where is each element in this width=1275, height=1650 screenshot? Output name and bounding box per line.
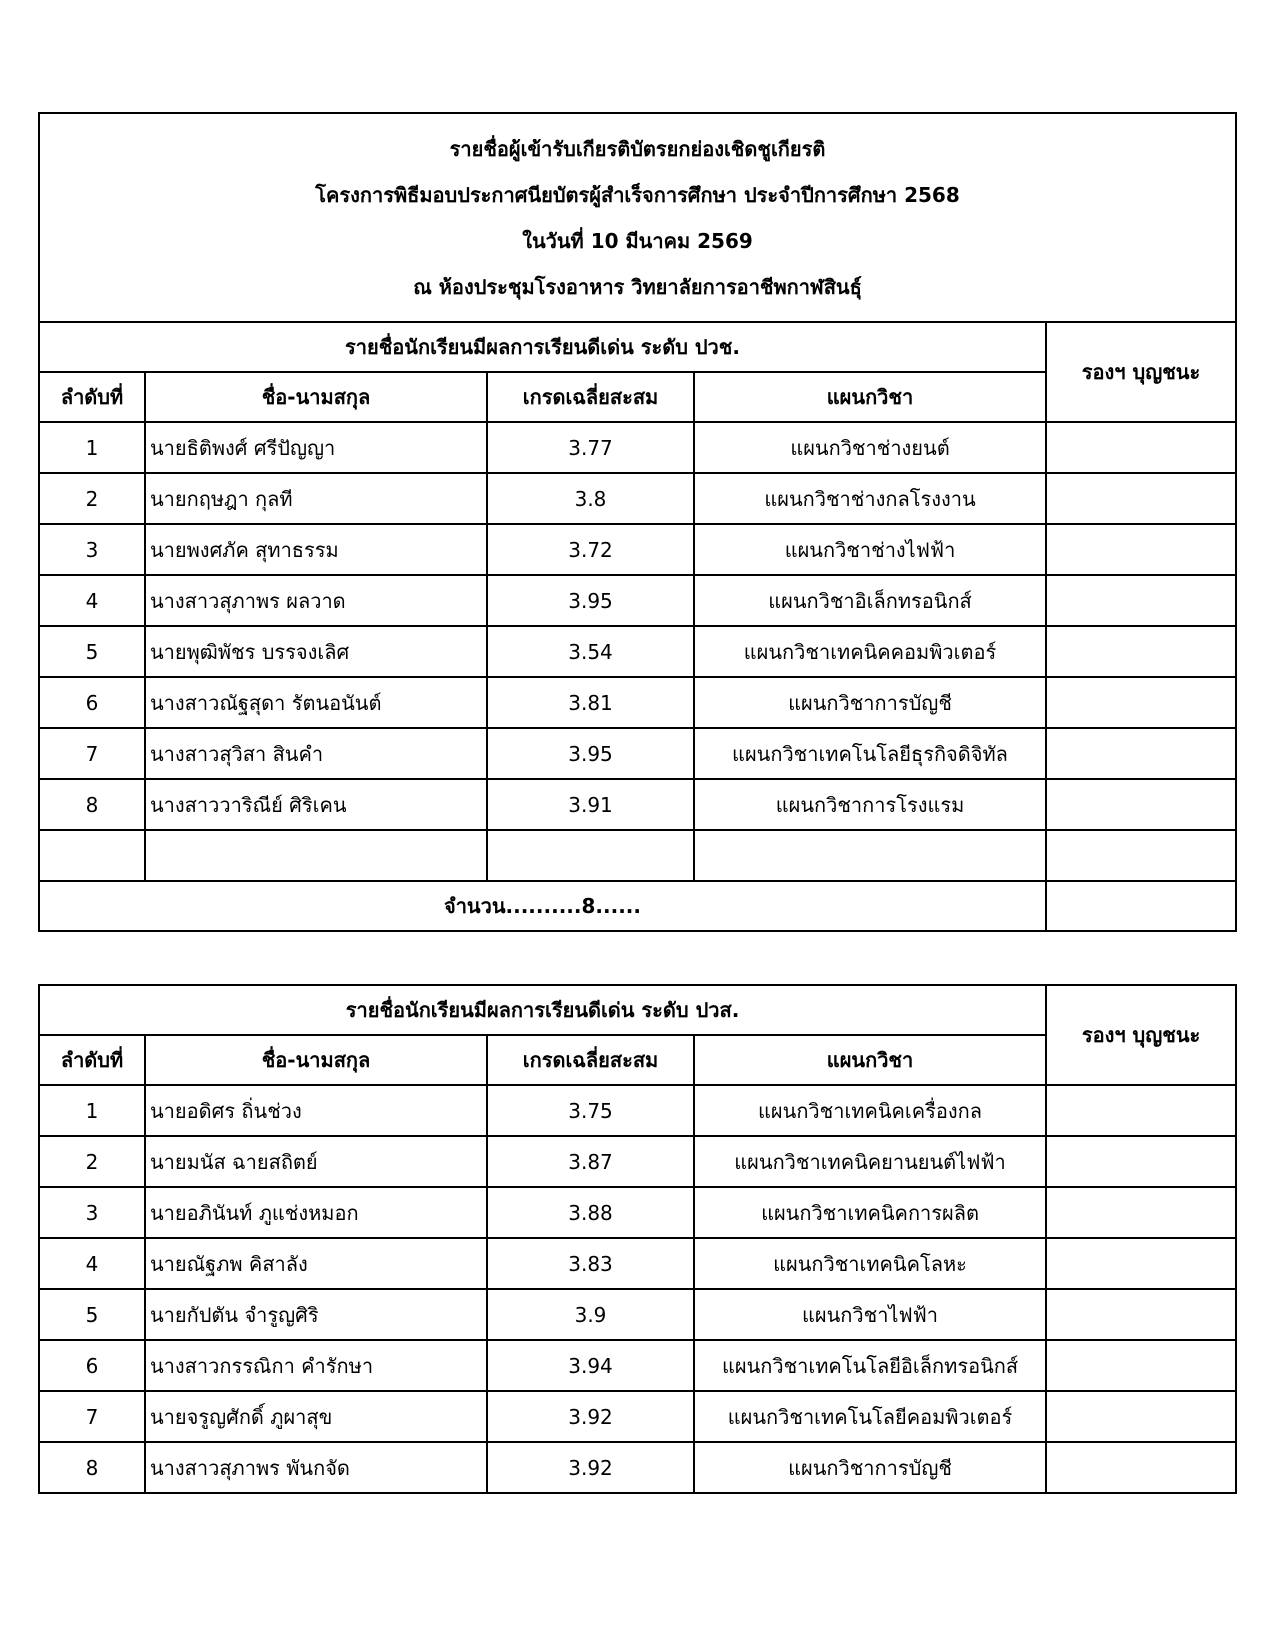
table-row (39, 575, 1236, 626)
row-name: นางสาวณัฐสุดา รัตนอนันต์ (145, 677, 487, 728)
empty-cell (694, 830, 1046, 881)
row-name: นางสาวสุภาพร ผลวาด (145, 575, 487, 626)
table-row (39, 1187, 1236, 1238)
row-approver-cell (1046, 626, 1236, 677)
table-row (39, 677, 1236, 728)
row-approver-cell (1046, 779, 1236, 830)
row-approver-cell (1046, 1391, 1236, 1442)
row-order: 7 (39, 728, 145, 779)
row-approver-cell (1046, 1238, 1236, 1289)
empty-cell (145, 830, 487, 881)
row-approver-cell (1046, 728, 1236, 779)
row-department: แผนกวิชาเทคนิคคอมพิวเตอร์ (694, 626, 1046, 677)
row-gpa: 3.92 (487, 1442, 694, 1493)
row-department: แผนกวิชาเทคโนโลยีธุรกิจดิจิทัล (694, 728, 1046, 779)
row-gpa: 3.9 (487, 1289, 694, 1340)
row-name: นายจรูญศักดิ์ ภูผาสุข (145, 1391, 487, 1442)
row-approver-cell (1046, 1340, 1236, 1391)
col-department-header: แผนกวิชา (694, 1035, 1046, 1085)
row-department: แผนกวิชาช่างไฟฟ้า (694, 524, 1046, 575)
row-approver-cell (1046, 677, 1236, 728)
row-department: แผนกวิชาการบัญชี (694, 677, 1046, 728)
table-row (39, 422, 1236, 473)
row-gpa: 3.72 (487, 524, 694, 575)
row-name: นายกฤษฎา กุลที (145, 473, 487, 524)
table-row (39, 1340, 1236, 1391)
row-approver-cell (1046, 1187, 1236, 1238)
row-gpa: 3.92 (487, 1391, 694, 1442)
row-gpa: 3.88 (487, 1187, 694, 1238)
row-name: นางสาวกรรณิกา คำรักษา (145, 1340, 487, 1391)
row-order: 4 (39, 1238, 145, 1289)
row-name: นายอดิศร ถิ่นช่วง (145, 1085, 487, 1136)
row-order: 2 (39, 1136, 145, 1187)
row-name: นางสาววาริณีย์ ศิริเคน (145, 779, 487, 830)
table-row (39, 524, 1236, 575)
col-name-header: ชื่อ-นามสกุล (145, 372, 487, 422)
row-department: แผนกวิชาเทคโนโลยีคอมพิวเตอร์ (694, 1391, 1046, 1442)
row-order: 2 (39, 473, 145, 524)
pvc-count: จำนวน..........8...... (39, 881, 1046, 931)
row-approver-cell (1046, 524, 1236, 575)
row-gpa: 3.91 (487, 779, 694, 830)
row-approver-cell (1046, 473, 1236, 524)
row-department: แผนกวิชาเทคนิคยานยนต์ไฟฟ้า (694, 1136, 1046, 1187)
row-gpa: 3.95 (487, 575, 694, 626)
row-gpa: 3.94 (487, 1340, 694, 1391)
row-department: แผนกวิชาอิเล็กทรอนิกส์ (694, 575, 1046, 626)
pvc-honors-table (38, 112, 1237, 932)
row-approver-cell (1046, 1085, 1236, 1136)
row-approver-cell (1046, 575, 1236, 626)
col-gpa-header: เกรดเฉลี่ยสะสม (487, 372, 694, 422)
header-project: โครงการพิธีมอบประกาศนียบัตรผู้สำเร็จการศึกษา ประจำปีการศึกษา 2568 (315, 182, 960, 207)
row-gpa: 3.83 (487, 1238, 694, 1289)
pvc-approver-header: รองฯ บุญชนะ (1046, 322, 1236, 422)
row-department: แผนกวิชาเทคนิคการผลิต (694, 1187, 1046, 1238)
header-date: ในวันที่ 10 มีนาคม 2569 (522, 228, 753, 253)
pvs-honors-table (38, 984, 1237, 1494)
row-gpa: 3.8 (487, 473, 694, 524)
header-venue: ณ ห้องประชุมโรงอาหาร วิทยาลัยการอาชีพกาฬสินธุ์ (413, 274, 862, 299)
pvs-approver-header: รองฯ บุญชนะ (1046, 985, 1236, 1085)
table-row (39, 1085, 1236, 1136)
pvs-section-title: รายชื่อนักเรียนมีผลการเรียนดีเด่น ระดับ ปวส. (39, 985, 1046, 1035)
empty-cell (1046, 830, 1236, 881)
row-department: แผนกวิชาเทคนิคโลหะ (694, 1238, 1046, 1289)
empty-cell (487, 830, 694, 881)
row-gpa: 3.87 (487, 1136, 694, 1187)
row-name: นายณัฐภพ คิสาลัง (145, 1238, 487, 1289)
row-name: นายธิติพงศ์ ศรีปัญญา (145, 422, 487, 473)
row-order: 7 (39, 1391, 145, 1442)
row-name: นายกัปตัน จำรูญศิริ (145, 1289, 487, 1340)
row-order: 5 (39, 626, 145, 677)
row-department: แผนกวิชาการโรงแรม (694, 779, 1046, 830)
row-name: นายพุฒิพัชร บรรจงเลิศ (145, 626, 487, 677)
col-department-header: แผนกวิชา (694, 372, 1046, 422)
row-order: 6 (39, 677, 145, 728)
empty-row (39, 830, 1236, 881)
table-row (39, 728, 1236, 779)
row-approver-cell (1046, 1442, 1236, 1493)
row-order: 1 (39, 1085, 145, 1136)
row-department: แผนกวิชาเทคนิคเครื่องกล (694, 1085, 1046, 1136)
table-row (39, 1238, 1236, 1289)
header-title: รายชื่อผู้เข้ารับเกียรติบัตรยกย่องเชิดชูเกียรติ (449, 136, 826, 161)
table-row (39, 1136, 1236, 1187)
row-approver-cell (1046, 422, 1236, 473)
row-gpa: 3.95 (487, 728, 694, 779)
row-order: 6 (39, 1340, 145, 1391)
row-order: 8 (39, 779, 145, 830)
row-name: นางสาวสุวิสา สินคำ (145, 728, 487, 779)
row-order: 3 (39, 524, 145, 575)
col-order-header: ลำดับที่ (39, 1035, 145, 1085)
row-name: นายมนัส ฉายสถิตย์ (145, 1136, 487, 1187)
table-row (39, 473, 1236, 524)
row-name: นางสาวสุภาพร พันกจัด (145, 1442, 487, 1493)
row-gpa: 3.81 (487, 677, 694, 728)
row-order: 1 (39, 422, 145, 473)
row-order: 5 (39, 1289, 145, 1340)
row-approver-cell (1046, 1289, 1236, 1340)
row-department: แผนกวิชาไฟฟ้า (694, 1289, 1046, 1340)
table-row (39, 1289, 1236, 1340)
row-name: นายพงศภัค สุทาธรรม (145, 524, 487, 575)
row-gpa: 3.54 (487, 626, 694, 677)
table-row (39, 1391, 1236, 1442)
row-order: 4 (39, 575, 145, 626)
empty-cell (39, 830, 145, 881)
row-department: แผนกวิชาช่างยนต์ (694, 422, 1046, 473)
row-gpa: 3.77 (487, 422, 694, 473)
row-order: 3 (39, 1187, 145, 1238)
row-department: แผนกวิชาเทคโนโลยีอิเล็กทรอนิกส์ (694, 1340, 1046, 1391)
row-name: นายอภินันท์ ภูแช่งหมอก (145, 1187, 487, 1238)
row-approver-cell (1046, 1136, 1236, 1187)
row-department: แผนกวิชาการบัญชี (694, 1442, 1046, 1493)
col-name-header: ชื่อ-นามสกุล (145, 1035, 487, 1085)
row-gpa: 3.75 (487, 1085, 694, 1136)
col-gpa-header: เกรดเฉลี่ยสะสม (487, 1035, 694, 1085)
table-row (39, 1442, 1236, 1493)
row-order: 8 (39, 1442, 145, 1493)
pvc-section-title: รายชื่อนักเรียนมีผลการเรียนดีเด่น ระดับ ปวช. (39, 322, 1046, 372)
table-row (39, 779, 1236, 830)
row-department: แผนกวิชาช่างกลโรงงาน (694, 473, 1046, 524)
table-row (39, 626, 1236, 677)
col-order-header: ลำดับที่ (39, 372, 145, 422)
count-approver-cell (1046, 881, 1236, 931)
document-header (39, 113, 1236, 322)
